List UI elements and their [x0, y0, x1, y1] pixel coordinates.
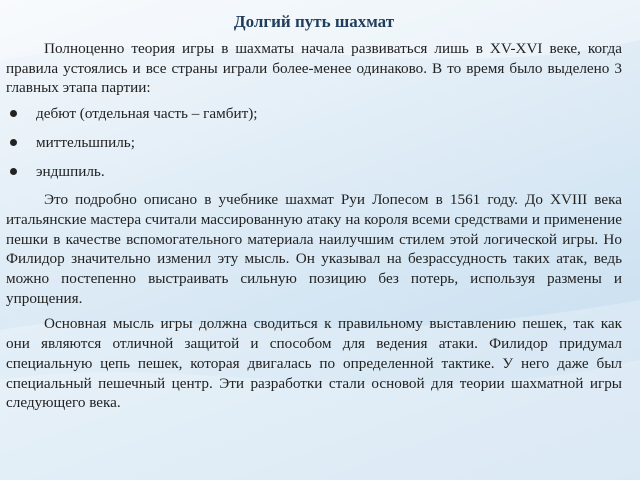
bullet-dot-icon [10, 139, 17, 146]
paragraph-intro: Полноценно теория игры в шахматы начала развиваться лишь в XV-XVI веке, когда правила устоялись и все страны играли более-менее одинаково. В то время было выделено 3 главных этапа партии: [6, 40, 622, 97]
paragraph-philidor: Основная мысль игры должна сводиться к правильному выставлению пешек, так как они являются отличной защитой и способом для ведения атаки. Филидор придумал специальную цепь пешек, которая двигалась по определенной тактике. У него даже был специальный пешечный центр. Эти разработки стали основой для теории шахматной игры следующего века. [6, 315, 622, 412]
slide-title: Долгий путь шахмат [233, 12, 395, 31]
bullet-list [6, 104, 622, 181]
bullet-item-endgame [6, 162, 622, 182]
bullet-text: миттельшпиль; [36, 133, 135, 151]
bullet-dot-icon [10, 168, 17, 175]
slide-content [6, 6, 622, 472]
bullet-text: эндшпиль. [36, 162, 105, 180]
bullet-dot-icon [10, 110, 17, 117]
bullet-item-middlegame [6, 133, 622, 153]
paragraph-history: Это подробно описано в учебнике шахмат Руи Лопесом в 1561 году. До XVIII века итальянские мастера считали массированную атаку на короля всеми средствами и применение пешки в качестве вспомогательного материала наилучшим стилем этой логической игры. Но Филидор значительно изменил эту мысль. Он указывал на безрассудность таких атак, ведь можно постепенно выстраивать сильную позицию без потерь, используя размены и упрощения. [6, 191, 622, 307]
bullet-item-debut [6, 104, 622, 124]
bullet-text: дебют (отдельная часть – гамбит); [36, 105, 258, 123]
